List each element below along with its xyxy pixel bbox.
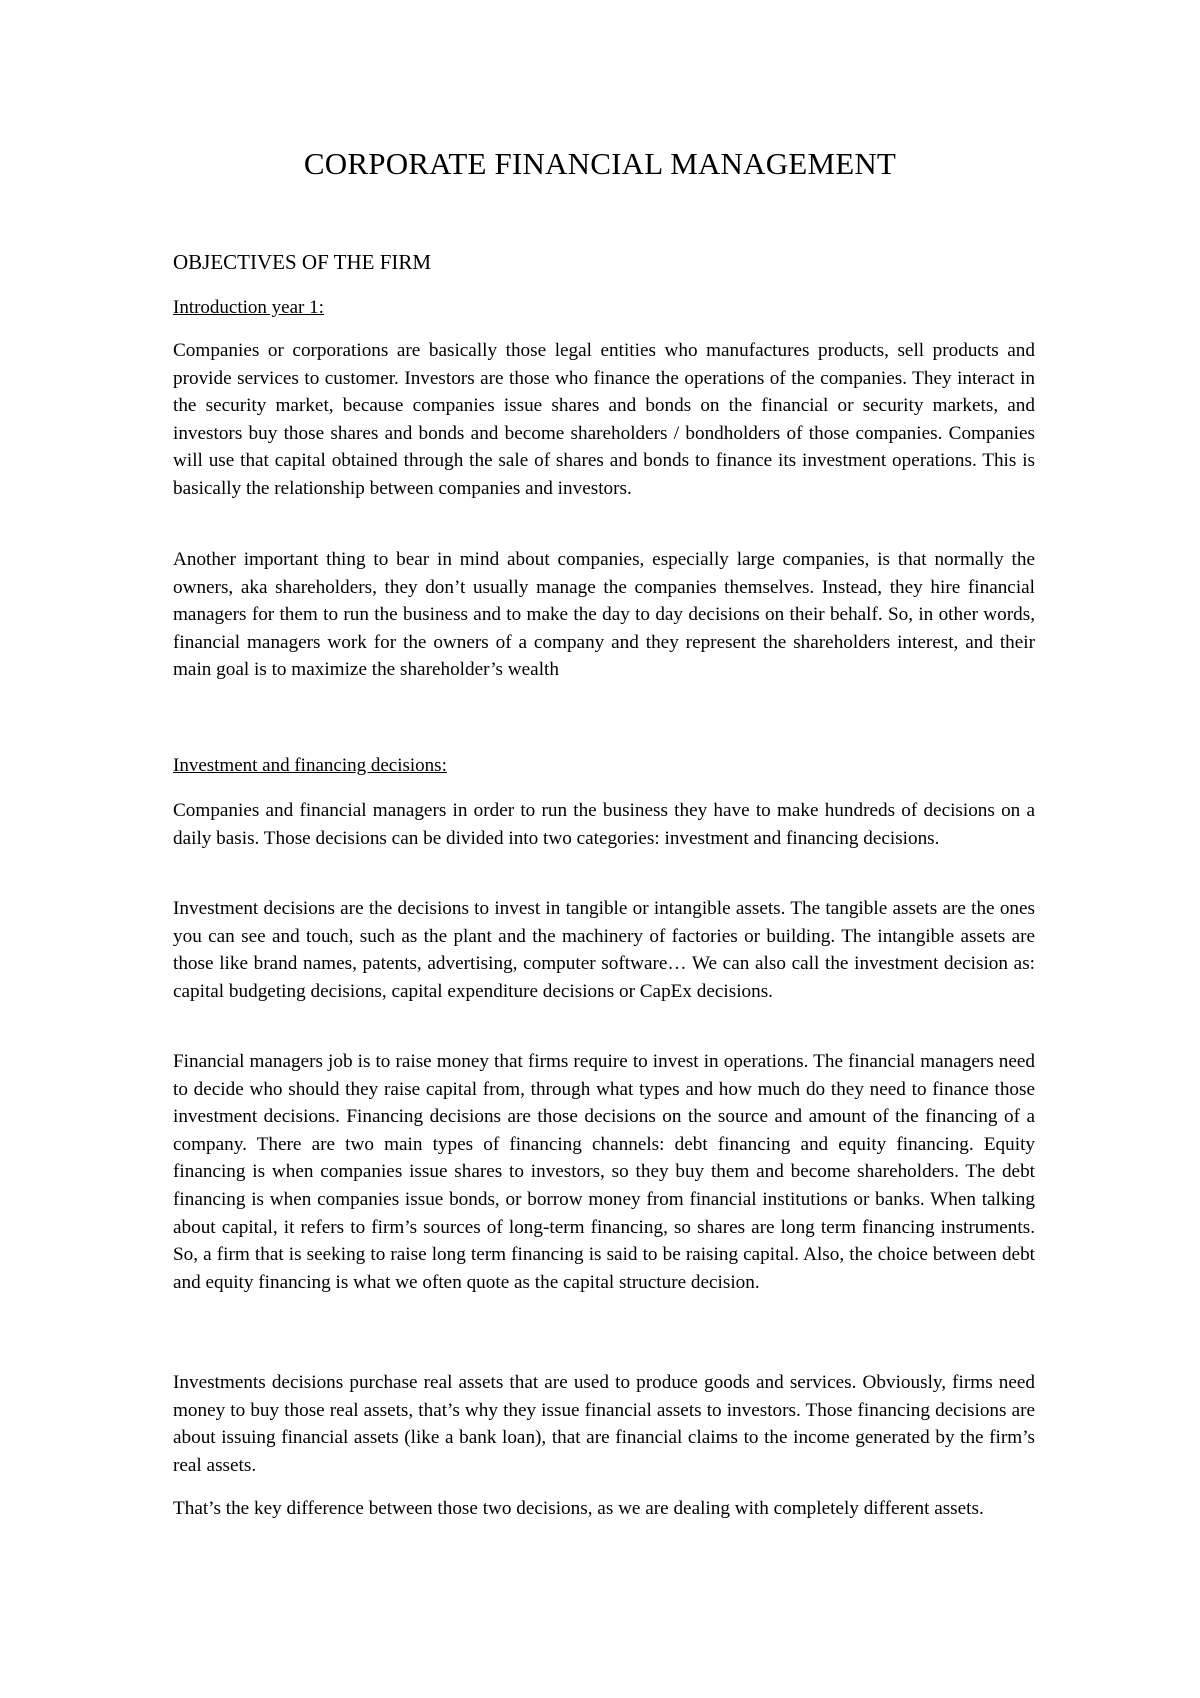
document-title: CORPORATE FINANCIAL MANAGEMENT [303,146,897,181]
paragraph-investment-decisions: Investment decisions are the decisions to invest in tangible or intangible assets. The tangible assets are the ones you can see and touch, such as the plant and the machinery of factories or building. The intangible assets are those like brand names, patents, advertising, computer software… We can also call the investment decision as: capital budgeting decisions, capital expenditure decisions or CapEx decisions. [173,898,1035,1002]
subheading-introduction: Introduction year 1: [173,297,324,318]
paragraph-owners-managers: Another important thing to bear in mind about companies, especially large companies, is that normally the owners, aka shareholders, they don’t usually manage the companies themselves. Instead, they hire financial managers for them to run the business and to make the day to day decisions on their behalf. So, in other words, financial managers work for the owners of a company and they represent the shareholders interest, and their main goal is to maximize the shareholder’s wealth [173,549,1035,681]
paragraph-real-financial-assets: Investments decisions purchase real assets that are used to produce goods and services. Obviously, firms need money to buy those real assets, that’s why they issue financial assets to investors. Those financing decisions are about issuing financial assets (like a bank loan), that are financial claims to the income generated by the firm’s real assets. [173,1372,1035,1476]
paragraph-decision-categories: Companies and financial managers in order to run the business they have to make hundreds of decisions on a daily basis. Those decisions can be divided into two categories: investment and financing decisions. [173,800,1035,849]
subheading-investment-financing: Investment and financing decisions: [173,755,447,776]
paragraph-companies-investors: Companies or corporations are basically those legal entities who manufactures products, sell products and provide services to customer. Investors are those who finance the operations of the companies. They interact in the security market, because companies issue shares and bonds on the financial or security markets, and investors buy those shares and bonds and become shareholders / bondholders of those companies. Companies will use that capital obtained through the sale of shares and bonds to finance its investment operations. This is basically the relationship between companies and investors. [173,340,1035,499]
paragraph-key-difference: That’s the key difference between those two decisions, as we are dealing with completely different assets. [173,1498,984,1519]
section-heading: OBJECTIVES OF THE FIRM [173,250,432,274]
paragraph-financing-decisions: Financial managers job is to raise money that firms require to invest in operations. The financial managers need to decide who should they raise capital from, through what types and how much do they need to finance those investment decisions. Financing decisions are those decisions on the source and amount of the financing of a company. There are two main types of financing channels: debt financing and equity financing. Equity financing is when companies issue shares to investors, so they buy them and become shareholders. The debt financing is when companies issue bonds, or borrow money from financial institutions or banks. When talking about capital, it refers to firm’s sources of long-term financing, so shares are long term financing instruments. So, a firm that is seeking to raise long term financing is said to be raising capital. Also, the choice between debt and equity financing is what we often quote as the capital structure decision. [173,1051,1035,1293]
